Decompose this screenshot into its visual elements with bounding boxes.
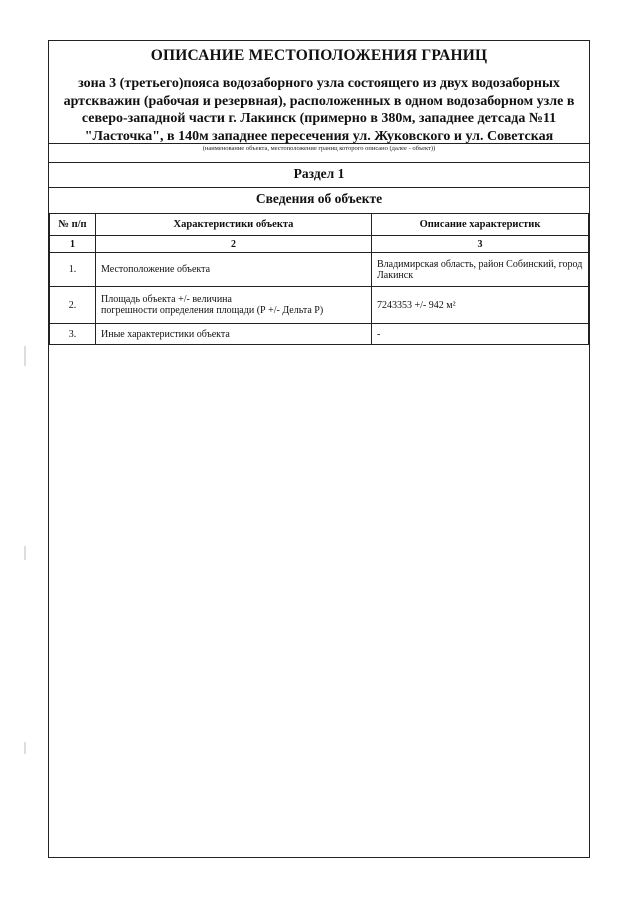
object-name-hint: (наименование объекта, местоположение границ которого описано (далее - объект)) — [49, 143, 589, 152]
row-characteristic — [96, 287, 372, 324]
section-label: Раздел 1 — [293, 166, 345, 181]
divider — [49, 187, 589, 188]
column-number: 3 — [372, 236, 589, 253]
table-row — [50, 287, 589, 324]
document-frame — [48, 40, 590, 858]
row-characteristic-line: Площадь объекта +/- величина — [101, 294, 232, 305]
row-number: 3. — [50, 324, 96, 345]
row-number: 1. — [50, 253, 96, 287]
row-description: 7243353 +/- 942 м² — [372, 287, 589, 324]
row-description: Владимирская область, район Собинский, город Лакинск — [372, 253, 589, 287]
table-header-row — [50, 214, 589, 236]
row-number: 2. — [50, 287, 96, 324]
scan-artifact — [24, 546, 26, 560]
scan-artifact — [24, 346, 26, 366]
column-header-description: Описание характеристик — [372, 214, 589, 236]
object-name: зона 3 (третьего)пояса водозаборного узла состоящего из двух водозаборных артскважин (рабочая и резервная), расположенных в одном водозаборном узле в северо-западной части г. Лакинск (примерно в 380м, западнее детсада №11 "Ласточка", в 140м западнее пересечения ул. Жуковского и ул. Советская — [63, 76, 575, 144]
table-row — [50, 253, 589, 287]
column-header-characteristic: Характеристики объекта — [96, 214, 372, 236]
scan-artifact — [24, 742, 26, 754]
column-header-number: № п/п — [50, 214, 96, 236]
row-characteristic-line: погрешности определения площади (Р +/- Дельта Р) — [101, 305, 324, 316]
column-numbers-row — [50, 236, 589, 253]
object-info-table — [49, 213, 589, 345]
column-number: 2 — [96, 236, 372, 253]
section-title: Сведения об объекте — [255, 191, 383, 206]
document-title: ОПИСАНИЕ МЕСТОПОЛОЖЕНИЯ ГРАНИЦ — [150, 47, 488, 64]
divider — [49, 162, 589, 163]
column-number: 1 — [50, 236, 96, 253]
row-characteristic: Иные характеристики объекта — [96, 324, 372, 345]
row-characteristic: Местоположение объекта — [96, 253, 372, 287]
row-description: - — [372, 324, 589, 345]
table-row — [50, 324, 589, 345]
